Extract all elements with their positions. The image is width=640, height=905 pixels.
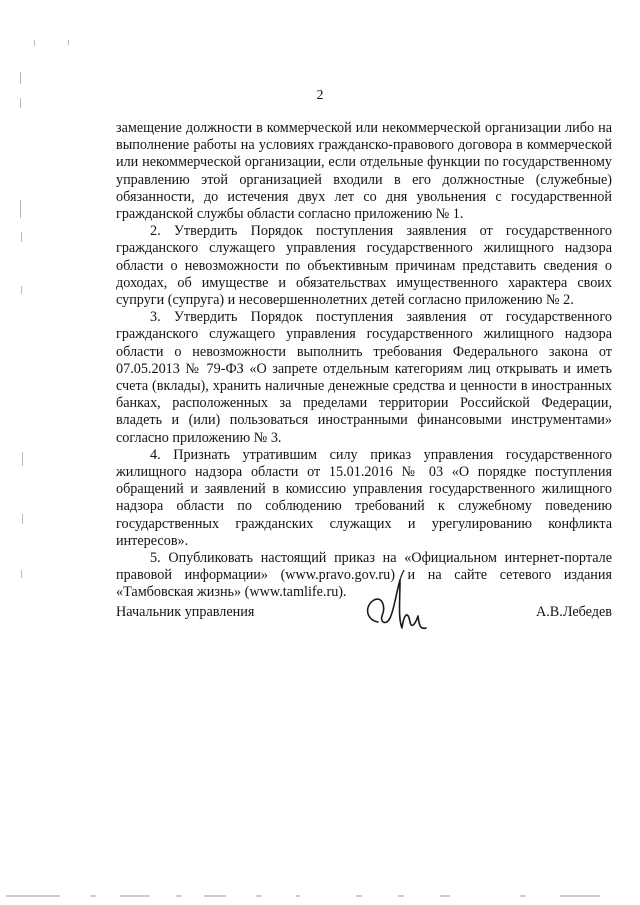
signer-name: А.В.Лебедев — [536, 604, 612, 620]
scan-mark — [20, 98, 21, 108]
paragraph-item-2: 2. Утвердить Порядок поступления заявления от государственного гражданского служащего управления государственного жилищного надзора области о невозможности по объективным причинам представить сведения о доходах, об имуществе и обязательствах имущественного характера своих супруги (супруга) и несовершеннолетних детей согласно приложению № 2. — [116, 223, 612, 309]
scan-mark — [34, 40, 35, 46]
page-number: 2 — [316, 88, 324, 103]
scan-edge-marks — [0, 893, 640, 899]
handwritten-signature — [356, 570, 446, 650]
document-body — [116, 120, 612, 602]
scan-mark — [68, 40, 69, 45]
scan-mark — [21, 570, 22, 578]
paragraph-continuation: замещение должности в коммерческой или некоммерческой организации либо на выполнение работы на условиях гражданско-правового договора в коммерческой или некоммерческой организации, если отдельные функции по государственному управлению этой организацией входили в его должностные (служебные) обязанности, до истечения двух лет со дня увольнения с государственной гражданской службы области согласно приложению № 1. — [116, 120, 612, 223]
paragraph-item-5: 5. Опубликовать настоящий приказ на «Официальном интернет-портале правовой информации» (www.pravo.gov.ru) и на сайте сетевого издания «Тамбовская жизнь» (www.tamlife.ru). — [116, 550, 612, 601]
scan-mark — [22, 452, 23, 466]
scan-mark — [21, 232, 22, 242]
scan-mark — [20, 72, 21, 84]
scan-mark — [22, 514, 23, 524]
paragraph-item-4: 4. Признать утратившим силу приказ управления государственного жилищного надзора области от 15.01.2016 № 03 «О порядке поступления обращений и заявлений в комиссию управления государственного жилищного надзора области по соблюдению требований к служебному поведению государственных гражданских служащих и урегулированию конфликта интересов». — [116, 446, 612, 549]
scan-mark — [21, 286, 22, 294]
signer-position: Начальник управления — [116, 604, 255, 620]
signature-block — [116, 598, 612, 658]
paragraph-item-3: 3. Утвердить Порядок поступления заявления от государственного гражданского служащего управления государственного жилищного надзора области о невозможности выполнить требования Федерального закона от 07.05.2013 № 79-ФЗ «О запрете отдельным категориям лиц открывать и иметь счета (вклады), хранить наличные денежные средства и ценности в иностранных банках, расположенных за пределами территории Российской Федерации, владеть и (или) пользоваться иностранными финансовыми инструментами» согласно приложению № 3. — [116, 309, 612, 446]
scan-mark — [20, 200, 21, 218]
